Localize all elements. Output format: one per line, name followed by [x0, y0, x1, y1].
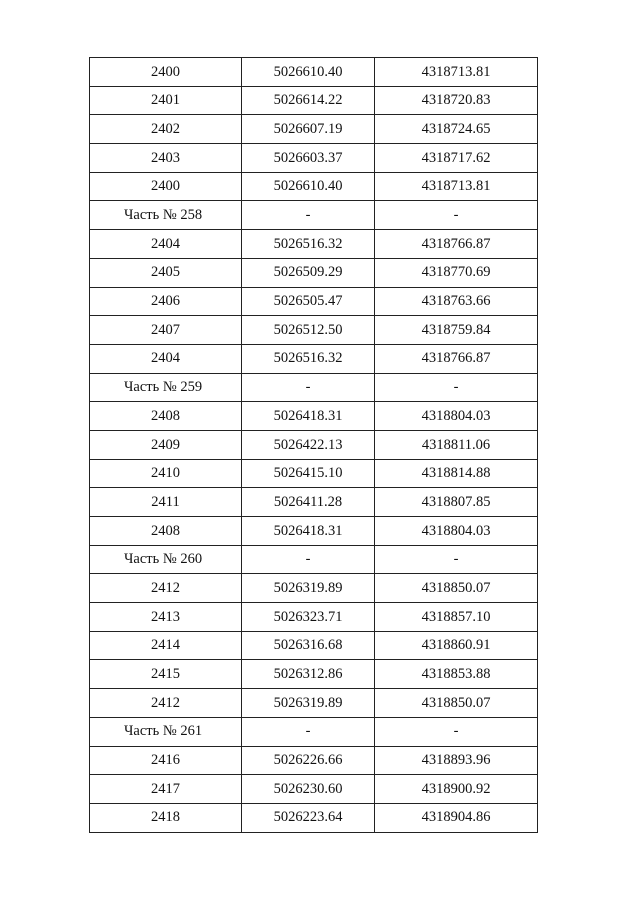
part-header-row: [90, 545, 538, 574]
table-row: [90, 86, 538, 115]
y-coordinate-cell: 4318759.84: [375, 316, 538, 345]
y-coordinate-cell: 4318811.06: [375, 430, 538, 459]
y-coordinate-cell: 4318804.03: [375, 517, 538, 546]
y-coordinate-cell: -: [375, 717, 538, 746]
y-coordinate-cell: -: [375, 201, 538, 230]
table-row: [90, 344, 538, 373]
x-coordinate-cell: -: [242, 373, 375, 402]
point-number-cell: Часть № 258: [90, 201, 242, 230]
point-number-cell: 2406: [90, 287, 242, 316]
point-number-cell: 2412: [90, 689, 242, 718]
y-coordinate-cell: 4318850.07: [375, 574, 538, 603]
table-row: [90, 459, 538, 488]
y-coordinate-cell: 4318766.87: [375, 230, 538, 259]
y-coordinate-cell: 4318763.66: [375, 287, 538, 316]
x-coordinate-cell: 5026323.71: [242, 603, 375, 632]
table-row: [90, 631, 538, 660]
table-row: [90, 803, 538, 832]
y-coordinate-cell: 4318717.62: [375, 144, 538, 173]
part-header-row: [90, 717, 538, 746]
y-coordinate-cell: 4318860.91: [375, 631, 538, 660]
y-coordinate-cell: -: [375, 545, 538, 574]
x-coordinate-cell: -: [242, 717, 375, 746]
table-row: [90, 258, 538, 287]
table-row: [90, 488, 538, 517]
point-number-cell: 2416: [90, 746, 242, 775]
table-row: [90, 115, 538, 144]
y-coordinate-cell: 4318713.81: [375, 58, 538, 87]
point-number-cell: 2400: [90, 58, 242, 87]
point-number-cell: 2415: [90, 660, 242, 689]
coordinates-table-body: [90, 58, 538, 833]
point-number-cell: 2405: [90, 258, 242, 287]
x-coordinate-cell: 5026505.47: [242, 287, 375, 316]
y-coordinate-cell: 4318713.81: [375, 172, 538, 201]
table-row: [90, 517, 538, 546]
x-coordinate-cell: -: [242, 545, 375, 574]
y-coordinate-cell: 4318814.88: [375, 459, 538, 488]
point-number-cell: 2411: [90, 488, 242, 517]
x-coordinate-cell: -: [242, 201, 375, 230]
x-coordinate-cell: 5026509.29: [242, 258, 375, 287]
y-coordinate-cell: 4318900.92: [375, 775, 538, 804]
coordinates-table: [89, 57, 538, 833]
y-coordinate-cell: 4318853.88: [375, 660, 538, 689]
table-row: [90, 144, 538, 173]
x-coordinate-cell: 5026411.28: [242, 488, 375, 517]
x-coordinate-cell: 5026516.32: [242, 230, 375, 259]
point-number-cell: 2414: [90, 631, 242, 660]
table-row: [90, 172, 538, 201]
point-number-cell: 2404: [90, 344, 242, 373]
table-row: [90, 775, 538, 804]
x-coordinate-cell: 5026230.60: [242, 775, 375, 804]
table-row: [90, 746, 538, 775]
part-header-row: [90, 373, 538, 402]
table-row: [90, 230, 538, 259]
point-number-cell: 2401: [90, 86, 242, 115]
point-number-cell: 2400: [90, 172, 242, 201]
x-coordinate-cell: 5026312.86: [242, 660, 375, 689]
y-coordinate-cell: 4318804.03: [375, 402, 538, 431]
point-number-cell: 2412: [90, 574, 242, 603]
y-coordinate-cell: 4318720.83: [375, 86, 538, 115]
x-coordinate-cell: 5026603.37: [242, 144, 375, 173]
point-number-cell: 2409: [90, 430, 242, 459]
table-row: [90, 689, 538, 718]
table-row: [90, 603, 538, 632]
y-coordinate-cell: 4318766.87: [375, 344, 538, 373]
table-row: [90, 574, 538, 603]
y-coordinate-cell: 4318807.85: [375, 488, 538, 517]
y-coordinate-cell: 4318724.65: [375, 115, 538, 144]
y-coordinate-cell: 4318850.07: [375, 689, 538, 718]
y-coordinate-cell: 4318770.69: [375, 258, 538, 287]
point-number-cell: Часть № 260: [90, 545, 242, 574]
table-row: [90, 430, 538, 459]
point-number-cell: 2418: [90, 803, 242, 832]
table-row: [90, 287, 538, 316]
point-number-cell: 2408: [90, 517, 242, 546]
x-coordinate-cell: 5026610.40: [242, 172, 375, 201]
x-coordinate-cell: 5026418.31: [242, 402, 375, 431]
y-coordinate-cell: 4318904.86: [375, 803, 538, 832]
y-coordinate-cell: 4318857.10: [375, 603, 538, 632]
x-coordinate-cell: 5026516.32: [242, 344, 375, 373]
x-coordinate-cell: 5026610.40: [242, 58, 375, 87]
y-coordinate-cell: -: [375, 373, 538, 402]
x-coordinate-cell: 5026319.89: [242, 574, 375, 603]
x-coordinate-cell: 5026319.89: [242, 689, 375, 718]
point-number-cell: Часть № 261: [90, 717, 242, 746]
x-coordinate-cell: 5026223.64: [242, 803, 375, 832]
part-header-row: [90, 201, 538, 230]
point-number-cell: Часть № 259: [90, 373, 242, 402]
point-number-cell: 2403: [90, 144, 242, 173]
table-row: [90, 660, 538, 689]
point-number-cell: 2408: [90, 402, 242, 431]
x-coordinate-cell: 5026607.19: [242, 115, 375, 144]
point-number-cell: 2404: [90, 230, 242, 259]
table-row: [90, 58, 538, 87]
x-coordinate-cell: 5026614.22: [242, 86, 375, 115]
point-number-cell: 2410: [90, 459, 242, 488]
x-coordinate-cell: 5026512.50: [242, 316, 375, 345]
x-coordinate-cell: 5026415.10: [242, 459, 375, 488]
x-coordinate-cell: 5026418.31: [242, 517, 375, 546]
table-row: [90, 402, 538, 431]
point-number-cell: 2402: [90, 115, 242, 144]
x-coordinate-cell: 5026316.68: [242, 631, 375, 660]
point-number-cell: 2407: [90, 316, 242, 345]
y-coordinate-cell: 4318893.96: [375, 746, 538, 775]
x-coordinate-cell: 5026226.66: [242, 746, 375, 775]
point-number-cell: 2413: [90, 603, 242, 632]
table-row: [90, 316, 538, 345]
point-number-cell: 2417: [90, 775, 242, 804]
x-coordinate-cell: 5026422.13: [242, 430, 375, 459]
